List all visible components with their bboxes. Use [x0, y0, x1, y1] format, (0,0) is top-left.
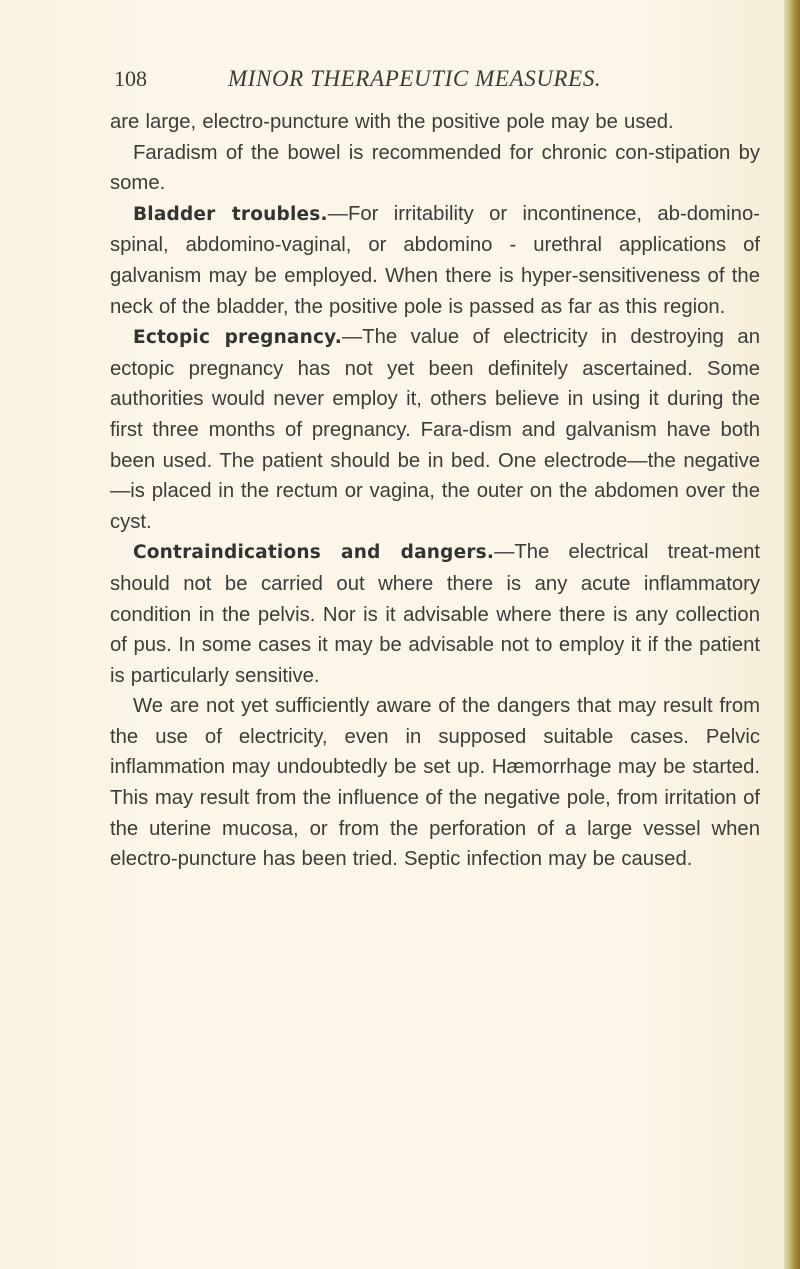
paragraph-text: —The electrical treat-ment should not be carried out where there is any acute inflammatory condition in the pelvis. Nor is it advisable where there is any collection of pus. In some cases it may be advisable not to employ it if the patient is particularly sensitive.	[110, 541, 760, 687]
paragraph-text: Faradism of the bowel is recommended for chronic con-stipation by some.	[110, 141, 760, 195]
page-edge	[784, 0, 800, 1269]
paragraph-text: We are not yet sufficiently aware of the dangers that may result from the use of electricity, even in supposed suitable cases. Pelvic inflammation may undoubtedly be set up. Hæmorrhage may be started. This may result from the influence of the negative pole, from irritation of the uterine mucosa, or from the perforation of a large vessel when electro-puncture has been tried. Septic infection may be caused.	[110, 695, 760, 871]
paragraph	[110, 537, 760, 691]
paragraph-text: are large, electro-puncture with the positive pole may be used.	[110, 111, 674, 133]
paragraph	[110, 199, 760, 322]
paragraph-text: —For irritability or incontinence, ab-domino-spinal, abdomino-vaginal, or abdomino - urethral applications of galvanism may be employed. When there is hyper-sensitiveness of the neck of the bladder, the positive pole is passed as far as this region.	[110, 202, 760, 318]
paragraph-text: —The value of electricity in destroying an ectopic pregnancy has not yet been definitely ascertained. Some authorities would never employ it, others believe in using it during the first three months of pregnancy. Fara-dism and galvanism have both been used. The patient should be in bed. One electrode—the negative—is placed in the rectum or vagina, the outer on the abdomen over the cyst.	[110, 326, 760, 533]
running-head: MINOR THERAPEUTIC MEASURES.	[228, 66, 602, 91]
paragraph	[110, 691, 760, 875]
section-heading: Bladder troubles.	[133, 203, 328, 225]
paragraph	[110, 322, 760, 537]
body-text	[110, 107, 760, 875]
page-number: 108	[114, 66, 147, 91]
section-heading: Ectopic pregnancy.	[133, 327, 342, 349]
page-header	[110, 66, 730, 102]
paragraph	[110, 138, 760, 199]
paragraph	[110, 107, 760, 138]
section-heading: Contraindications and dangers.	[133, 542, 495, 564]
